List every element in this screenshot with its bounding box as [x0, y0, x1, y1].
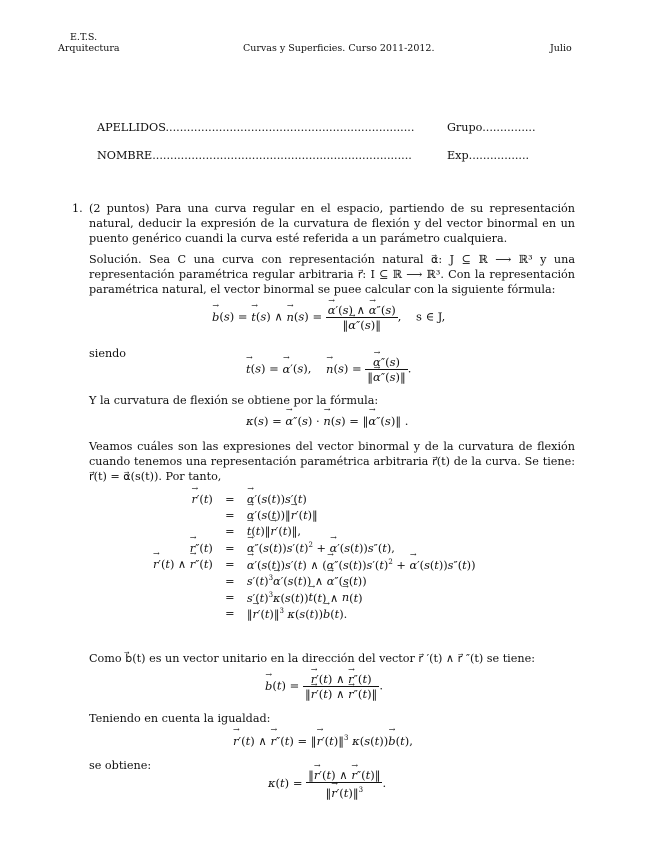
problem-number: 1. [72, 202, 83, 215]
school-name: E.T.S. [70, 32, 98, 43]
exp-line [447, 148, 529, 163]
curvature-intro: Y la curvatura de flexión se obtiene por la fórmula: [89, 394, 379, 407]
eq-tangent-normal: → t(s) = → α′(s), → n(s) = → $\frac{\alpha''(s)}{‖\to \alpha''(s)‖}$ . [246, 355, 411, 384]
teniendo-text: Teniendo en cuenta la igualdad: [89, 712, 271, 725]
solution-paragraph: Sea C una curva con representación natural α⃗: J ⊆ ℝ ⟶ ℝ³ y una representación paramétrica regular arbitraria r⃗: I ⊆ ℝ ⟶ ℝ³. Con la representación paramétrica natural, el vector binormal se puee calcular con la siguiente fórmula: [89, 253, 575, 296]
solution-label: Solución. [89, 253, 142, 266]
group-label: Grupo [447, 121, 483, 134]
como-text: Como b⃗(t) es un vector unitario en la dirección del vector r⃗ ′(t) ∧ r⃗ ″(t) se tiene: [89, 652, 535, 665]
eq-identity: → r′(t) ∧ → r″(t) = ‖→ r′(t)‖$^3$ κ(s(t))→ b(t), [233, 734, 413, 748]
exam-month: Julio [550, 43, 572, 54]
problem-statement: (2 puntos) Para una curva regular en el espacio, partiendo de su representación natural, deducir la expresión de la curvatura de flexión y del vector binormal en un puento genérico cuandi la curva esté referida a un parámetro cualquiera. [89, 202, 575, 245]
surname-label: APELLIDOS [97, 121, 166, 134]
derivation-block: → r′(t) = → α′(s(t))s′(t) = → α′(s(t))‖→ r′(t)‖ = → t(t)‖→ r′(t)‖, → r″(t) = → $\alpha''(s(t))s'(t)^2$ + → α′(s(t))s″(t), → r′(t) ∧ → r″(t) = → α′(s(t))s′(t) ∧ (→ $\alpha''(s(t))s'(t)^2$ + → α′(s(t))s″(t)) = $s'(t)^3\to \alpha'(s(t))$ ∧ → α″(s(t)) = $s'(t)^3\kappa(s(t))\to t(t)$ ∧ → n(t) = ‖→ r′(t)‖$^3$ κ(s(t))→ b(t). [150, 491, 479, 622]
group-line [447, 120, 536, 135]
se-obtiene-text: se obtiene: [89, 759, 152, 772]
exp-label: Exp [447, 149, 469, 162]
name-dots: ......................................................................... [152, 149, 412, 162]
name-label: NOMBRE [97, 149, 153, 162]
name-line [97, 148, 412, 163]
eq-binormal-tail: s ∈ J, [416, 309, 446, 324]
eq-binormal-general: → b(t) = → $\frac{r'(t) \wedge \to r''(t)}{‖\to r'(t) \wedge \to r''(t)‖}$ . [265, 672, 383, 701]
eq-curvature-general: κ(t) = $\frac{‖\to r'(t) \wedge \to r''(t)‖}{‖\to r'(t)‖^3}$ . [268, 768, 386, 800]
eq-binormal-natural: → b(s) = → t(s) ∧ → n(s) = → $\frac{\alpha'(s) \wedge \to \alpha''(s)}{‖\to \alpha''(s)‖}$ , s ∈ J, [212, 303, 445, 332]
group-dots: ............... [482, 121, 536, 134]
school-department: Arquitectura [58, 43, 120, 54]
siendo-text: siendo [89, 347, 127, 360]
exp-dots: ................. [468, 149, 530, 162]
solution-intro [89, 252, 575, 297]
surname-dots: ...................................................................... [165, 121, 415, 134]
surname-line [97, 120, 414, 135]
course-title: Curvas y Superficies. Curso 2011-2012. [243, 43, 435, 54]
general-intro: Veamos cuáles son las expresiones del vector binormal y de la curvatura de flexión cuando tenemos una representación paramétrica arbitraria r⃗(t) de la curva. Se tiene: r⃗(t) = α⃗(s(t)). Por tanto, [89, 440, 575, 483]
eq-curvature-natural: κ(s) = → α″(s) · → n(s) = ‖→ α″(s)‖ . [246, 414, 408, 428]
